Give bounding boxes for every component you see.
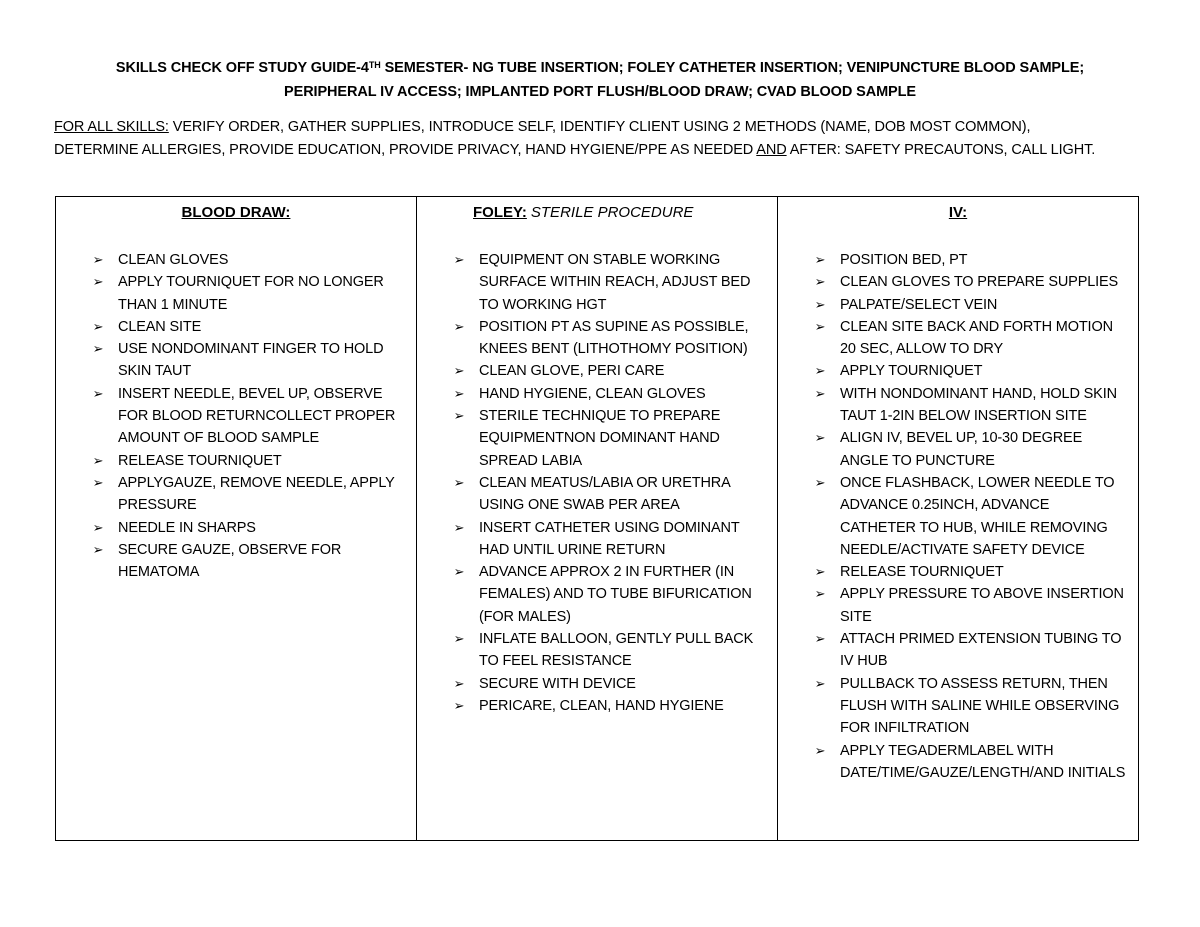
steps-list-blood-draw <box>56 249 416 583</box>
all-skills-text-3: AFTER: SAFETY PRECAUTONS, CALL LIGHT. <box>786 142 1096 158</box>
column-header-iv <box>778 203 1138 223</box>
step-text: ALIGN IV, BEVEL UP, 10-30 DEGREE ANGLE TO PUNCTURE <box>840 430 1083 469</box>
list-item <box>453 405 765 472</box>
list-item <box>453 517 765 562</box>
column-iv <box>777 197 1138 840</box>
step-text: APPLY TEGADERMLABEL WITH DATE/TIME/GAUZE/LENGTH/AND INITIALS <box>840 742 1126 781</box>
step-text: APPLY TOURNIQUET FOR NO LONGER THAN 1 MINUTE <box>118 274 384 313</box>
arrow-bullet-icon: ➢ <box>814 675 826 691</box>
all-skills-and: AND <box>756 142 787 158</box>
steps-list-foley <box>417 249 777 717</box>
step-text: INSERT CATHETER USING DOMINANT HAD UNTIL URINE RETURN <box>479 519 740 558</box>
list-item <box>814 249 1126 271</box>
arrow-bullet-icon: ➢ <box>814 564 826 580</box>
list-item <box>92 450 404 472</box>
arrow-bullet-icon: ➢ <box>453 252 465 267</box>
all-skills-label: FOR ALL SKILLS: <box>54 119 169 135</box>
list-item <box>814 271 1126 293</box>
column-title-foley: FOLEY: <box>473 204 527 221</box>
step-text: HAND HYGIENE, CLEAN GLOVES <box>479 385 706 402</box>
list-item <box>92 249 404 271</box>
step-text: SECURE GAUZE, OBSERVE FOR HEMATOMA <box>118 541 342 581</box>
step-text: ATTACH PRIMED EXTENSION TUBING TO IV HUB <box>840 631 1122 670</box>
all-skills-paragraph <box>54 116 1154 162</box>
title-line-1 <box>60 56 1140 80</box>
column-header-foley <box>417 203 777 223</box>
step-text: APPLYGAUZE, REMOVE NEEDLE, APPLY PRESSURE <box>118 474 395 514</box>
step-text: POSITION BED, PT <box>840 252 968 268</box>
list-item <box>92 517 404 539</box>
arrow-bullet-icon: ➢ <box>453 474 465 490</box>
column-foley <box>416 197 777 840</box>
arrow-bullet-icon: ➢ <box>814 631 826 647</box>
list-item <box>453 628 765 673</box>
arrow-bullet-icon: ➢ <box>814 296 826 312</box>
arrow-bullet-icon: ➢ <box>92 274 104 290</box>
arrow-bullet-icon: ➢ <box>814 385 826 401</box>
list-item <box>814 673 1126 740</box>
arrow-bullet-icon: ➢ <box>814 274 826 290</box>
arrow-bullet-icon: ➢ <box>453 697 465 713</box>
list-item <box>453 695 765 717</box>
arrow-bullet-icon: ➢ <box>453 631 465 647</box>
step-text: APPLY TOURNIQUET <box>840 363 983 380</box>
list-item <box>92 316 404 338</box>
column-blood-draw <box>56 197 416 840</box>
arrow-bullet-icon: ➢ <box>453 385 465 401</box>
arrow-bullet-icon: ➢ <box>814 318 826 334</box>
skills-table <box>55 196 1139 841</box>
all-skills-text-2: DETERMINE ALLERGIES, PROVIDE EDUCATION, PROVIDE PRIVACY, HAND HYGIENE/PPE AS NEEDED <box>54 142 757 158</box>
step-text: CLEAN GLOVES <box>118 252 229 268</box>
title-line-1-end: SEMESTER- NG TUBE INSERTION; FOLEY CATHETER INSERTION; VENIPUNCTURE BLOOD SAMPLE; <box>380 60 1085 76</box>
step-text: PALPATE/SELECT VEIN <box>840 296 998 313</box>
title-superscript: TH <box>368 60 381 70</box>
arrow-bullet-icon: ➢ <box>453 363 465 379</box>
list-item <box>453 360 765 382</box>
step-text: EQUIPMENT ON STABLE WORKING SURFACE WITHIN REACH, ADJUST BED TO WORKING HGT <box>479 252 751 313</box>
list-item <box>814 383 1126 428</box>
list-item <box>453 316 765 361</box>
step-text: CLEAN SITE <box>118 318 202 335</box>
arrow-bullet-icon: ➢ <box>814 363 826 379</box>
column-subtitle-foley: STERILE PROCEDURE <box>530 204 694 221</box>
list-item <box>814 360 1126 382</box>
list-item <box>814 740 1126 785</box>
list-item <box>92 383 404 450</box>
list-item <box>92 539 404 584</box>
step-text: INFLATE BALLOON, GENTLY PULL BACK TO FEEL RESISTANCE <box>479 631 754 670</box>
step-text: SECURE WITH DEVICE <box>479 675 636 692</box>
step-text: CLEAN GLOVE, PERI CARE <box>479 363 665 380</box>
column-title-blood-draw: BLOOD DRAW: <box>181 204 291 221</box>
step-text: WITH NONDOMINANT HAND, HOLD SKIN TAUT 1-2IN BELOW INSERTION SITE <box>840 385 1117 425</box>
step-text: CLEAN GLOVES TO PREPARE SUPPLIES <box>840 274 1119 291</box>
step-text: PULLBACK TO ASSESS RETURN, THEN FLUSH WITH SALINE WHILE OBSERVING FOR INFILTRATION <box>840 675 1120 737</box>
step-text: RELEASE TOURNIQUET <box>118 452 282 469</box>
list-item <box>814 583 1126 628</box>
arrow-bullet-icon: ➢ <box>92 474 104 490</box>
list-item <box>814 561 1126 583</box>
arrow-bullet-icon: ➢ <box>92 341 104 357</box>
list-item <box>814 427 1126 472</box>
title-line-2: PERIPHERAL IV ACCESS; IMPLANTED PORT FLUSH/BLOOD DRAW; CVAD BLOOD SAMPLE <box>284 84 916 100</box>
arrow-bullet-icon: ➢ <box>814 586 826 602</box>
step-text: STERILE TECHNIQUE TO PREPARE EQUIPMENTNON DOMINANT HAND SPREAD LABIA <box>479 408 721 469</box>
step-text: INSERT NEEDLE, BEVEL UP, OBSERVE FOR BLOOD RETURNCOLLECT PROPER AMOUNT OF BLOOD SAMPLE <box>118 385 396 447</box>
arrow-bullet-icon: ➢ <box>453 408 465 424</box>
arrow-bullet-icon: ➢ <box>92 385 104 401</box>
arrow-bullet-icon: ➢ <box>92 541 104 557</box>
arrow-bullet-icon: ➢ <box>814 474 826 490</box>
list-item <box>92 338 404 383</box>
list-item <box>453 472 765 517</box>
arrow-bullet-icon: ➢ <box>453 564 465 580</box>
page-title <box>60 56 1140 104</box>
step-text: ADVANCE APPROX 2 IN FURTHER (IN FEMALES) AND TO TUBE BIFURICATION (FOR MALES) <box>479 564 752 625</box>
list-item <box>453 673 765 695</box>
steps-list-iv <box>778 249 1138 784</box>
arrow-bullet-icon: ➢ <box>814 742 826 758</box>
all-skills-line-2 <box>54 139 1154 162</box>
list-item <box>453 383 765 405</box>
arrow-bullet-icon: ➢ <box>814 430 826 446</box>
column-header-blood-draw <box>56 203 416 223</box>
arrow-bullet-icon: ➢ <box>92 452 104 468</box>
step-text: USE NONDOMINANT FINGER TO HOLD SKIN TAUT <box>118 341 384 380</box>
all-skills-line-1 <box>54 116 1154 139</box>
step-text: RELEASE TOURNIQUET <box>840 564 1004 581</box>
list-item <box>814 472 1126 561</box>
list-item <box>453 249 765 316</box>
step-text: NEEDLE IN SHARPS <box>118 519 256 536</box>
step-text: CLEAN MEATUS/LABIA OR URETHRA USING ONE SWAB PER AREA <box>479 474 730 514</box>
list-item <box>814 316 1126 361</box>
title-line-1-start: SKILLS CHECK OFF STUDY GUIDE-4 <box>115 60 369 76</box>
arrow-bullet-icon: ➢ <box>92 252 104 267</box>
all-skills-text-1: VERIFY ORDER, GATHER SUPPLIES, INTRODUCE SELF, IDENTIFY CLIENT USING 2 METHODS (NAME, DOB MOST COMMON), <box>168 119 1031 135</box>
arrow-bullet-icon: ➢ <box>453 318 465 334</box>
list-item <box>814 628 1126 673</box>
step-text: ONCE FLASHBACK, LOWER NEEDLE TO ADVANCE 0.25INCH, ADVANCE CATHETER TO HUB, WHILE REMOVING NEEDLE/ACTIVATE SAFETY DEVICE <box>840 474 1115 558</box>
step-text: POSITION PT AS SUPINE AS POSSIBLE, KNEES BENT (LITHOTHOMY POSITION) <box>479 318 749 358</box>
step-text: PERICARE, CLEAN, HAND HYGIENE <box>479 697 724 714</box>
step-text: CLEAN SITE BACK AND FORTH MOTION 20 SEC, ALLOW TO DRY <box>840 318 1113 358</box>
step-text: APPLY PRESSURE TO ABOVE INSERTION SITE <box>840 586 1124 625</box>
arrow-bullet-icon: ➢ <box>453 519 465 535</box>
list-item <box>453 561 765 628</box>
list-item <box>814 294 1126 316</box>
arrow-bullet-icon: ➢ <box>92 519 104 535</box>
arrow-bullet-icon: ➢ <box>92 318 104 334</box>
column-title-iv: IV: <box>948 204 968 221</box>
arrow-bullet-icon: ➢ <box>453 675 465 691</box>
list-item <box>92 271 404 316</box>
arrow-bullet-icon: ➢ <box>814 252 826 267</box>
list-item <box>92 472 404 517</box>
